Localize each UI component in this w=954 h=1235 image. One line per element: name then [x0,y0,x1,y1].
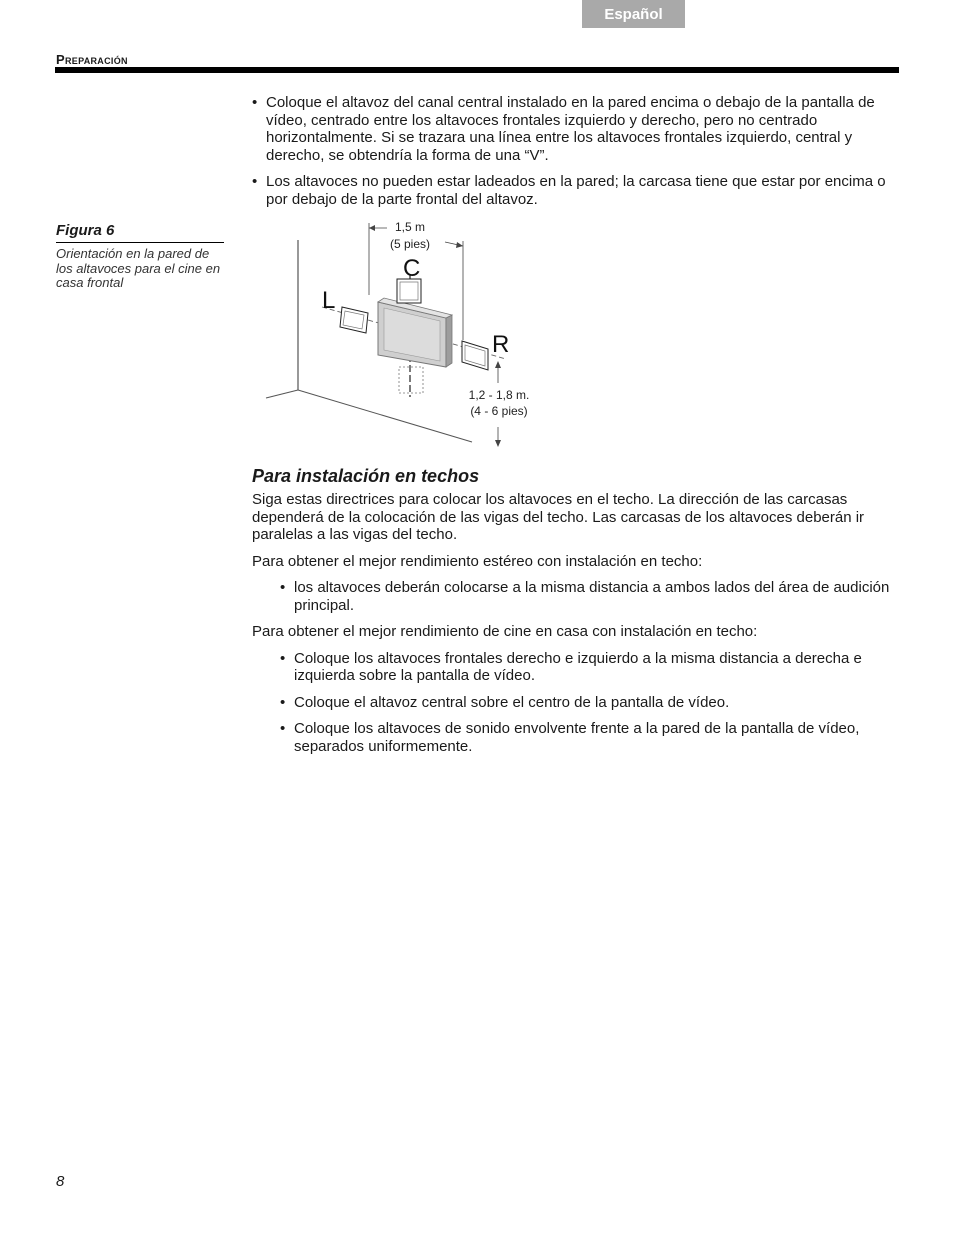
list-item: • Coloque los altavoces frontales derecho e izquierdo a la misma distancia a derecha e izquierda sobre la pantalla de vídeo. [280,650,902,685]
height-ft-label: (4 - 6 pies) [470,404,528,418]
figure-caption: Orientación en la pared de los altavoces para el cine en casa frontal [56,246,221,290]
center-speaker-label: C [403,255,421,282]
list-item: • Coloque el altavoz central sobre el centro de la pantalla de vídeo. [280,694,902,712]
list-item: • Coloque los altavoces de sonido envolvente frente a la pared de la pantalla de vídeo, separados uniformemente. [280,720,902,755]
ceiling-section-body [252,491,902,764]
header-rule [55,67,899,73]
figure-title: Figura 6 [56,222,115,239]
speaker-orientation-diagram [262,215,542,455]
list-item: • Los altavoces no pueden estar ladeados en la pared; la carcasa tiene que estar por encima o por debajo de la parte frontal del altavoz. [252,173,900,208]
page-number: 8 [56,1173,65,1190]
language-tab[interactable]: Español [582,0,685,28]
height-m-label: 1,2 - 1,8 m. [468,388,530,402]
paragraph: Siga estas directrices para colocar los altavoces en el techo. La dirección de las carcasas dependerá de la colocación de las vigas del techo. Las carcasas de los altavoces deberán ir paralelas a las vigas del techo. [252,491,865,543]
paragraph: Para obtener el mejor rendimiento estéreo con instalación en techo: [252,552,703,570]
right-speaker-label: R [492,331,510,358]
intro-bullet-list [252,94,900,217]
section-heading: Para instalación en techos [252,466,480,486]
width-m-label: 1,5 m [394,220,426,234]
list-item: • los altavoces deberán colocarse a la misma distancia a ambos lados del área de audición principal. [280,579,902,614]
width-ft-label: (5 pies) [389,237,431,251]
section-title: Preparación [56,52,128,67]
list-item: • Coloque el altavoz del canal central instalado en la pared encima o debajo de la pantalla de vídeo, centrado entre los altavoces frontales izquierdo y derecho, pero no centrado horizontalmente. Si se trazara una línea entre los altavoces frontales izquierdo, central y derecho, se obtendría la forma de una “V”. [252,94,900,164]
figure-rule [56,242,224,243]
left-speaker-label: L [322,287,336,314]
paragraph: Para obtener el mejor rendimiento de cine en casa con instalación en techo: [252,623,758,640]
